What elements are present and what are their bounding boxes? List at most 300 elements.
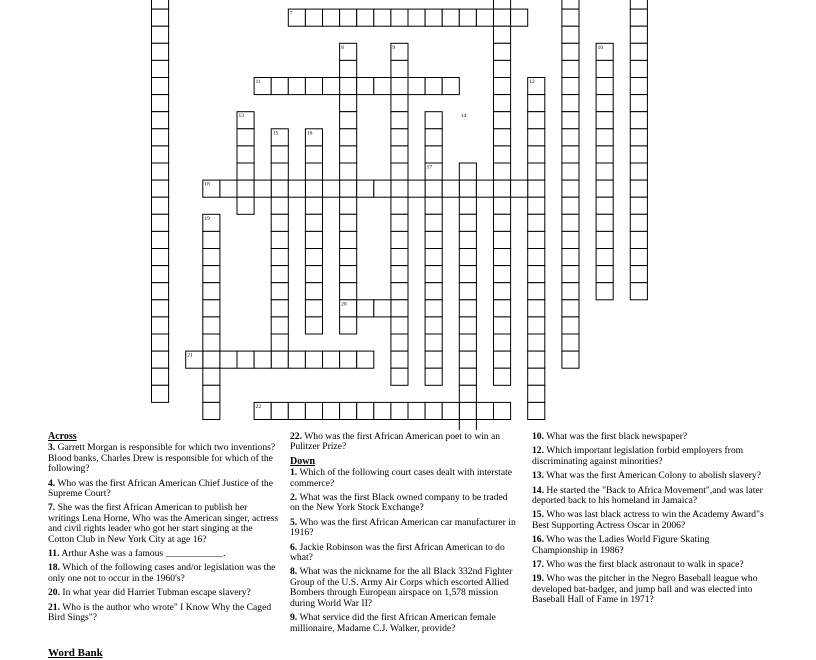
grid-cell[interactable]	[288, 402, 305, 419]
grid-cell[interactable]	[494, 95, 511, 112]
grid-cell[interactable]	[630, 283, 647, 300]
grid-cell[interactable]	[459, 368, 476, 385]
grid-cell[interactable]	[494, 231, 511, 248]
grid-cell[interactable]	[562, 129, 579, 146]
grid-cell[interactable]	[528, 231, 545, 248]
clue-down-14: 14. He started the "Back to Africa Movement",and was later deported back to his homeland in Jamaica?	[532, 484, 763, 507]
grid-cell[interactable]	[459, 402, 476, 419]
grid-cell[interactable]	[425, 334, 442, 351]
grid-cell[interactable]	[391, 9, 408, 26]
grid-cell[interactable]	[271, 146, 288, 163]
grid-cell[interactable]	[459, 231, 476, 248]
grid-cell[interactable]	[391, 231, 408, 248]
grid-cell[interactable]	[152, 231, 169, 248]
grid-cell[interactable]	[305, 351, 322, 368]
grid-cell[interactable]	[528, 129, 545, 146]
grid-cell[interactable]	[494, 351, 511, 368]
grid-cell[interactable]	[271, 249, 288, 266]
grid-cell[interactable]	[305, 402, 322, 419]
grid-cell[interactable]	[237, 163, 254, 180]
grid-cell[interactable]	[562, 26, 579, 43]
grid-cell[interactable]	[237, 129, 254, 146]
grid-cell[interactable]	[152, 214, 169, 231]
grid-cell[interactable]	[459, 351, 476, 368]
grid-cell[interactable]	[408, 180, 425, 197]
grid-cell[interactable]	[152, 300, 169, 317]
grid-cell[interactable]	[459, 197, 476, 214]
grid-cell[interactable]	[357, 300, 374, 317]
grid-cell[interactable]	[340, 9, 357, 26]
grid-cell[interactable]	[271, 351, 288, 368]
grid-cell[interactable]	[391, 95, 408, 112]
grid-cell[interactable]	[630, 9, 647, 26]
grid-cell[interactable]	[562, 214, 579, 231]
grid-cell[interactable]	[494, 266, 511, 283]
grid-cell[interactable]	[203, 317, 220, 334]
grid-cell[interactable]	[203, 351, 220, 368]
grid-cell[interactable]	[271, 197, 288, 214]
grid-cell[interactable]	[528, 266, 545, 283]
grid-cell[interactable]	[271, 231, 288, 248]
grid-cell[interactable]	[271, 266, 288, 283]
grid-cell[interactable]	[374, 402, 391, 419]
grid-cell[interactable]	[271, 214, 288, 231]
grid-cell[interactable]	[237, 146, 254, 163]
grid-cell[interactable]	[494, 197, 511, 214]
grid-cell[interactable]	[357, 9, 374, 26]
grid-cell[interactable]	[494, 43, 511, 60]
grid-cell[interactable]	[425, 249, 442, 266]
grid-cell[interactable]	[391, 317, 408, 334]
grid-cell[interactable]	[528, 351, 545, 368]
grid-cell[interactable]	[596, 231, 613, 248]
grid-cell[interactable]	[630, 129, 647, 146]
grid-cell[interactable]	[323, 351, 340, 368]
grid-cell[interactable]	[596, 180, 613, 197]
grid-cell[interactable]	[340, 60, 357, 77]
grid-cell[interactable]	[152, 266, 169, 283]
grid-cell[interactable]	[476, 180, 493, 197]
grid-cell[interactable]	[630, 78, 647, 95]
grid-cell[interactable]	[562, 78, 579, 95]
grid-cell[interactable]	[494, 146, 511, 163]
grid-cell[interactable]	[476, 402, 493, 419]
grid-cell[interactable]	[391, 78, 408, 95]
grid-cell[interactable]	[340, 402, 357, 419]
grid-cell[interactable]	[357, 78, 374, 95]
grid-cell[interactable]	[630, 163, 647, 180]
grid-cell[interactable]	[305, 180, 322, 197]
grid-cell[interactable]	[340, 129, 357, 146]
clue-number-10: 10	[597, 44, 604, 51]
grid-cell[interactable]	[288, 78, 305, 95]
grid-cell[interactable]	[305, 9, 322, 26]
grid-cell[interactable]	[494, 402, 511, 419]
grid-cell[interactable]	[305, 249, 322, 266]
grid-cell[interactable]	[340, 283, 357, 300]
clue-across-20: 20. In what year did Harriet Tubman escape slavery?	[48, 587, 251, 599]
grid-cell[interactable]	[459, 163, 476, 180]
grid-cell[interactable]	[152, 317, 169, 334]
grid-cell[interactable]	[220, 180, 237, 197]
grid-cell[interactable]	[305, 231, 322, 248]
grid-cell[interactable]	[425, 317, 442, 334]
grid-cell[interactable]	[511, 9, 528, 26]
grid-cell[interactable]	[203, 334, 220, 351]
grid-cell[interactable]	[374, 9, 391, 26]
grid-cell[interactable]	[494, 60, 511, 77]
grid-cell[interactable]	[425, 351, 442, 368]
grid-cell[interactable]	[630, 197, 647, 214]
grid-cell[interactable]	[494, 249, 511, 266]
grid-cell[interactable]	[152, 283, 169, 300]
grid-cell[interactable]	[459, 180, 476, 197]
grid-cell[interactable]	[596, 129, 613, 146]
grid-cell[interactable]	[340, 180, 357, 197]
grid-cell[interactable]	[203, 283, 220, 300]
grid-cell[interactable]	[305, 266, 322, 283]
grid-cell[interactable]	[425, 112, 442, 129]
grid-cell[interactable]	[596, 146, 613, 163]
grid-cell[interactable]	[459, 420, 476, 431]
grid-cell[interactable]	[494, 26, 511, 43]
grid-cell[interactable]	[425, 129, 442, 146]
grid-cell[interactable]	[630, 26, 647, 43]
grid-cell[interactable]	[528, 385, 545, 402]
grid-cell[interactable]	[562, 249, 579, 266]
grid-cell[interactable]	[494, 180, 511, 197]
grid-cell[interactable]	[203, 368, 220, 385]
grid-cell[interactable]	[494, 334, 511, 351]
across-heading: Across	[48, 431, 77, 442]
grid-cell[interactable]	[494, 112, 511, 129]
grid-cell[interactable]	[305, 317, 322, 334]
grid-cell[interactable]	[528, 112, 545, 129]
grid-cell[interactable]	[203, 249, 220, 266]
grid-cell[interactable]	[340, 249, 357, 266]
grid-cell[interactable]	[374, 300, 391, 317]
grid-cell[interactable]	[425, 231, 442, 248]
grid-cell[interactable]	[152, 78, 169, 95]
grid-cell[interactable]	[254, 180, 271, 197]
grid-cell[interactable]	[391, 368, 408, 385]
grid-cell[interactable]	[391, 283, 408, 300]
grid-cell[interactable]	[459, 266, 476, 283]
grid-cell[interactable]	[271, 78, 288, 95]
grid-cell[interactable]	[630, 95, 647, 112]
grid-cell[interactable]	[391, 334, 408, 351]
grid-cell[interactable]	[152, 43, 169, 60]
grid-cell[interactable]	[494, 129, 511, 146]
grid-cell[interactable]	[596, 60, 613, 77]
grid-cell[interactable]	[152, 368, 169, 385]
clue-number-21: 21	[187, 352, 193, 359]
grid-cell[interactable]	[630, 43, 647, 60]
clue-across-7: 7. She was the first African American to publish her writings Lena Horne, Who was the American singer, actress and civil rights leader who got her start singing at the Cotton Club in New York City at age 16?	[48, 502, 279, 545]
grid-cell[interactable]	[203, 231, 220, 248]
grid-cell[interactable]	[340, 78, 357, 95]
grid-cell[interactable]	[391, 402, 408, 419]
grid-cell[interactable]	[562, 266, 579, 283]
grid-cell[interactable]	[425, 146, 442, 163]
grid-cell[interactable]	[271, 163, 288, 180]
grid-cell[interactable]	[305, 300, 322, 317]
grid-cell[interactable]	[152, 95, 169, 112]
grid-cell[interactable]	[528, 334, 545, 351]
grid-cell[interactable]	[152, 9, 169, 26]
grid-cell[interactable]	[528, 317, 545, 334]
grid-cell[interactable]	[442, 9, 459, 26]
grid-cell[interactable]	[152, 351, 169, 368]
grid-cell[interactable]	[459, 317, 476, 334]
grid-cell[interactable]	[391, 214, 408, 231]
grid-cell[interactable]	[442, 180, 459, 197]
grid-cell[interactable]	[340, 163, 357, 180]
clue-down-15: 15. Who was last black actress to win the Academy Award"s Best Supporting Actress Oscar in 2006?	[532, 509, 764, 531]
grid-cell[interactable]	[494, 368, 511, 385]
grid-cell[interactable]	[271, 283, 288, 300]
grid-cell[interactable]	[340, 351, 357, 368]
grid-cell[interactable]	[425, 180, 442, 197]
grid-cell[interactable]	[562, 95, 579, 112]
grid-cell[interactable]	[494, 300, 511, 317]
grid-cell[interactable]	[391, 112, 408, 129]
grid-cell[interactable]	[596, 112, 613, 129]
grid-cell[interactable]	[528, 214, 545, 231]
grid-cell[interactable]	[203, 402, 220, 419]
grid-cell[interactable]	[271, 402, 288, 419]
grid-cell[interactable]	[562, 180, 579, 197]
grid-cell[interactable]	[220, 351, 237, 368]
grid-cell[interactable]	[494, 214, 511, 231]
grid-cell[interactable]	[323, 9, 340, 26]
grid-cell[interactable]	[528, 146, 545, 163]
grid-cell[interactable]	[305, 197, 322, 214]
grid-cell[interactable]	[374, 180, 391, 197]
grid-cell[interactable]	[391, 300, 408, 317]
grid-cell[interactable]	[562, 351, 579, 368]
grid-cell[interactable]	[494, 283, 511, 300]
grid-cell[interactable]	[340, 146, 357, 163]
grid-cell[interactable]	[562, 163, 579, 180]
grid-cell[interactable]	[459, 385, 476, 402]
word-bank-heading: Word Bank	[48, 647, 103, 659]
grid-cell[interactable]	[562, 112, 579, 129]
grid-cell[interactable]	[425, 300, 442, 317]
grid-cell[interactable]	[152, 197, 169, 214]
grid-cell[interactable]	[203, 266, 220, 283]
grid-cell[interactable]	[203, 300, 220, 317]
grid-cell[interactable]	[237, 180, 254, 197]
grid-cell[interactable]	[391, 197, 408, 214]
clue-number-16: 16	[306, 130, 313, 137]
grid-cell[interactable]	[408, 9, 425, 26]
grid-cell[interactable]	[442, 402, 459, 419]
clue-number-19: 19	[204, 215, 210, 222]
grid-cell[interactable]	[340, 266, 357, 283]
grid-cell[interactable]	[152, 334, 169, 351]
clue-number-7: 7	[289, 10, 293, 17]
grid-cell[interactable]	[357, 351, 374, 368]
grid-cell[interactable]	[630, 146, 647, 163]
grid-cell[interactable]	[357, 180, 374, 197]
clue-column-2	[290, 432, 518, 638]
grid-cell[interactable]	[305, 163, 322, 180]
grid-cell[interactable]	[152, 385, 169, 402]
grid-cell[interactable]	[562, 9, 579, 26]
grid-cell[interactable]	[425, 266, 442, 283]
grid-cell[interactable]	[425, 402, 442, 419]
grid-cell[interactable]	[494, 78, 511, 95]
clue-across-21: 21. Who is the author who wrote" I Know Why the Caged Bird Sings"?	[48, 601, 272, 624]
grid-cell[interactable]	[442, 78, 459, 95]
clue-across-22: 22. Who was the first African American poet to win an Pulitzer Prize?	[290, 431, 501, 453]
grid-cell[interactable]	[391, 249, 408, 266]
grid-cell[interactable]	[528, 300, 545, 317]
grid-cell[interactable]	[152, 0, 169, 9]
grid-cell[interactable]	[528, 249, 545, 266]
grid-cell[interactable]	[459, 334, 476, 351]
grid-cell[interactable]	[425, 214, 442, 231]
grid-cell[interactable]	[305, 283, 322, 300]
grid-cell[interactable]	[596, 283, 613, 300]
clue-down-2: 2. What was the first Black owned company to be traded on the New York Stock Exchange?	[290, 492, 508, 514]
grid-cell[interactable]	[596, 78, 613, 95]
grid-cell[interactable]	[425, 283, 442, 300]
clue-number-12: 12	[529, 79, 535, 85]
grid-cell[interactable]	[425, 9, 442, 26]
grid-cell[interactable]	[391, 180, 408, 197]
grid-cell[interactable]	[254, 351, 271, 368]
grid-cell[interactable]	[391, 266, 408, 283]
grid-cell[interactable]	[408, 402, 425, 419]
grid-cell[interactable]	[152, 180, 169, 197]
grid-cell[interactable]	[357, 402, 374, 419]
grid-cell[interactable]	[391, 351, 408, 368]
grid-cell[interactable]	[152, 129, 169, 146]
grid-cell[interactable]	[237, 351, 254, 368]
grid-cell[interactable]	[305, 146, 322, 163]
grid-cell[interactable]	[237, 197, 254, 214]
grid-cell[interactable]	[528, 180, 545, 197]
grid-cell[interactable]	[562, 334, 579, 351]
grid-cell[interactable]	[630, 60, 647, 77]
grid-cell[interactable]	[596, 249, 613, 266]
grid-cell[interactable]	[288, 351, 305, 368]
grid-cell[interactable]	[391, 129, 408, 146]
grid-cell[interactable]	[494, 0, 511, 9]
grid-cell[interactable]	[596, 266, 613, 283]
grid-cell[interactable]	[528, 368, 545, 385]
grid-cell[interactable]	[528, 163, 545, 180]
grid-cell[interactable]	[459, 249, 476, 266]
grid-cell[interactable]	[630, 112, 647, 129]
grid-cell[interactable]	[630, 0, 647, 9]
grid-cell[interactable]	[459, 9, 476, 26]
grid-cell[interactable]	[459, 283, 476, 300]
grid-cell[interactable]	[152, 249, 169, 266]
grid-cell[interactable]	[340, 231, 357, 248]
grid-cell[interactable]	[305, 78, 322, 95]
grid-cell[interactable]	[425, 368, 442, 385]
grid-cell[interactable]	[596, 197, 613, 214]
grid-cell[interactable]	[152, 146, 169, 163]
grid-cell[interactable]	[271, 300, 288, 317]
grid-cell[interactable]	[152, 163, 169, 180]
grid-cell[interactable]	[494, 163, 511, 180]
grid-cell[interactable]	[340, 95, 357, 112]
clue-down-6: 6. Jackie Robinson was the first African American to do what?	[290, 541, 505, 564]
grid-cell[interactable]	[528, 283, 545, 300]
grid-cell[interactable]	[630, 214, 647, 231]
grid-cell[interactable]	[203, 385, 220, 402]
grid-cell[interactable]	[476, 9, 493, 26]
grid-cell[interactable]	[562, 231, 579, 248]
grid-cell[interactable]	[323, 78, 340, 95]
clue-across-11: 11. Arthur Ashe was a famous ____________.	[48, 548, 226, 560]
grid-cell[interactable]	[391, 60, 408, 77]
grid-cell[interactable]	[271, 180, 288, 197]
grid-cell[interactable]	[511, 180, 528, 197]
grid-cell[interactable]	[152, 112, 169, 129]
grid-cell[interactable]	[630, 231, 647, 248]
grid-cell[interactable]	[271, 317, 288, 334]
grid-cell[interactable]	[340, 317, 357, 334]
grid-cell[interactable]	[494, 317, 511, 334]
grid-cell[interactable]	[425, 197, 442, 214]
grid-cell[interactable]	[494, 9, 511, 26]
grid-cell[interactable]	[562, 300, 579, 317]
clue-column-3	[532, 432, 766, 610]
grid-cell[interactable]	[528, 402, 545, 419]
grid-cell[interactable]	[562, 60, 579, 77]
grid-cell[interactable]	[630, 249, 647, 266]
grid-cell[interactable]	[340, 197, 357, 214]
grid-cell[interactable]	[408, 78, 425, 95]
grid-cell[interactable]	[323, 402, 340, 419]
grid-cell[interactable]	[374, 78, 391, 95]
grid-cell[interactable]	[528, 197, 545, 214]
grid-cell[interactable]	[596, 214, 613, 231]
grid-cell[interactable]	[305, 214, 322, 231]
grid-cell[interactable]	[630, 266, 647, 283]
grid-cell[interactable]	[562, 0, 579, 9]
clue-down-17: 17. Who was the first black astronaut to walk in space?	[532, 559, 744, 571]
grid-cell[interactable]	[152, 26, 169, 43]
grid-cell[interactable]	[596, 95, 613, 112]
grid-cell[interactable]	[323, 180, 340, 197]
grid-cell[interactable]	[459, 300, 476, 317]
grid-cell[interactable]	[391, 163, 408, 180]
grid-cell[interactable]	[340, 112, 357, 129]
grid-cell[interactable]	[562, 197, 579, 214]
grid-cell[interactable]	[596, 163, 613, 180]
grid-cell[interactable]	[562, 283, 579, 300]
grid-cell[interactable]	[528, 95, 545, 112]
clue-down-16: 16. Who was the Ladies World Figure Skating Championship in 1986?	[532, 534, 710, 556]
grid-cell[interactable]	[562, 317, 579, 334]
grid-cell[interactable]	[562, 43, 579, 60]
grid-cell[interactable]	[425, 78, 442, 95]
grid-cell[interactable]	[630, 180, 647, 197]
grid-cell[interactable]	[288, 180, 305, 197]
grid-cell[interactable]	[152, 60, 169, 77]
grid-cell[interactable]	[459, 214, 476, 231]
grid-cell[interactable]	[271, 334, 288, 351]
grid-cell[interactable]	[391, 146, 408, 163]
grid-cell[interactable]	[562, 146, 579, 163]
grid-cell[interactable]	[340, 214, 357, 231]
